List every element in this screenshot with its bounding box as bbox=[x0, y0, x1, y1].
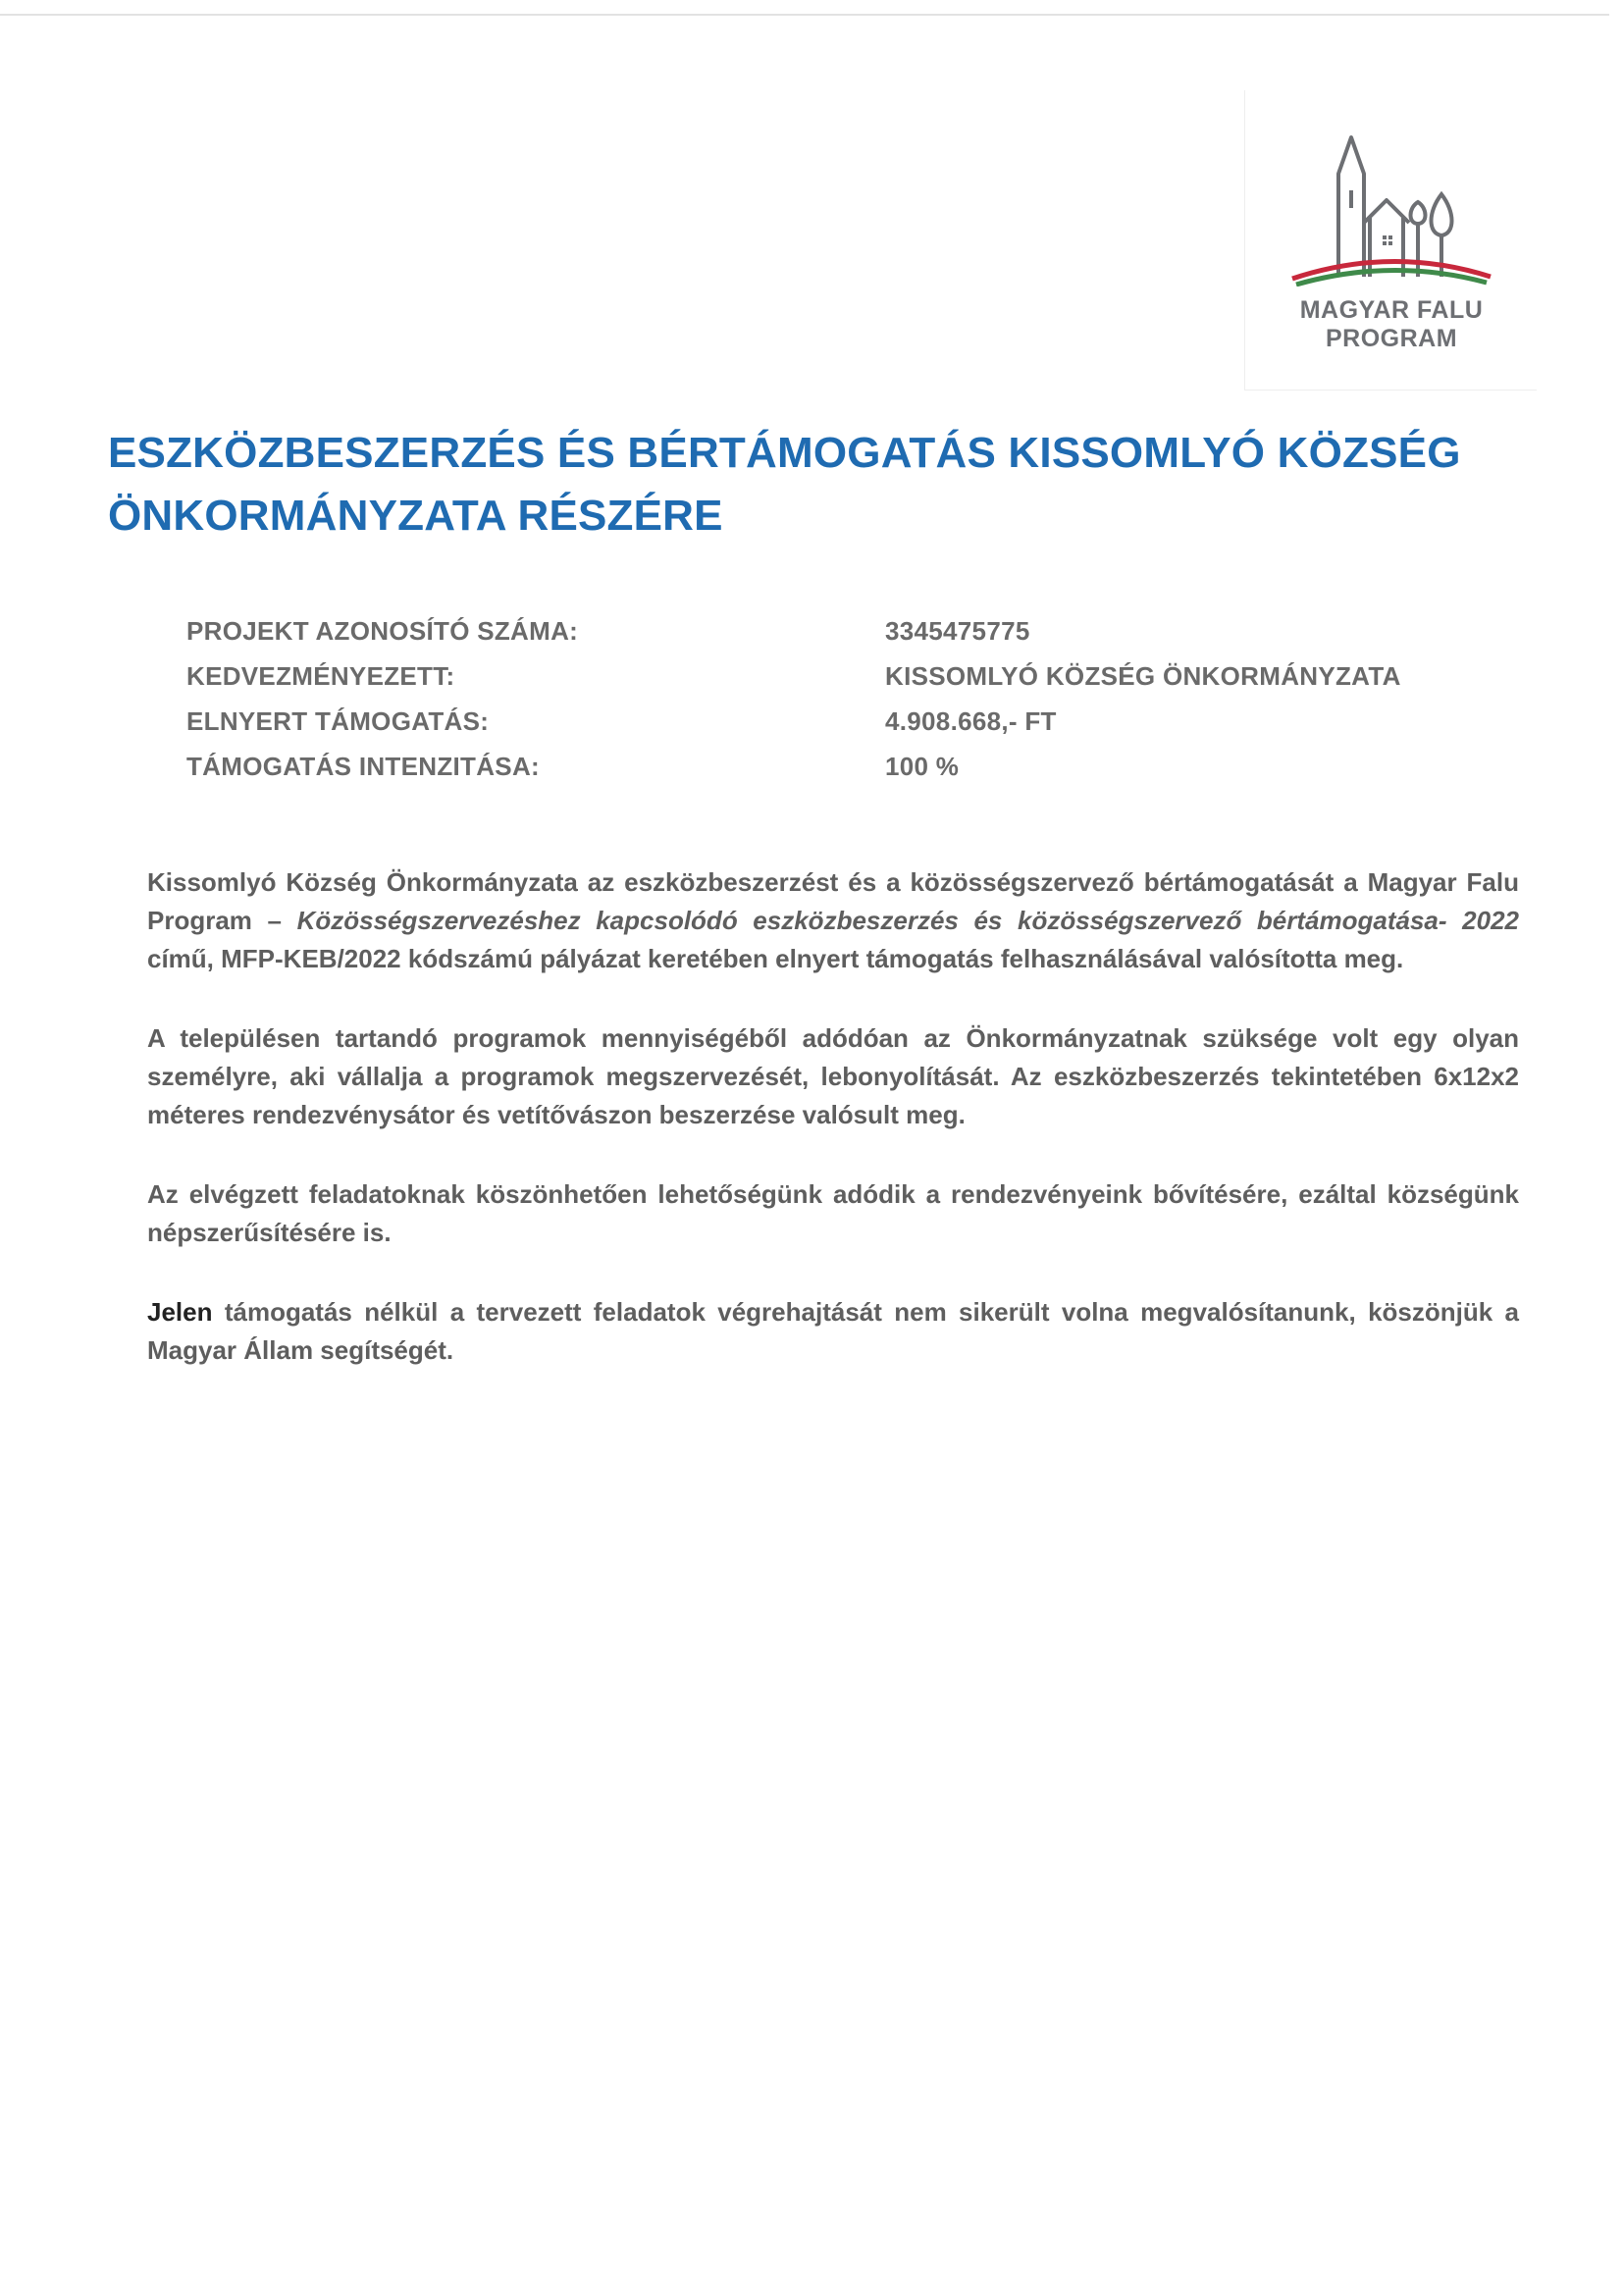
paragraph-1-post: című, MFP-KEB/2022 kódszámú pályázat keretében elnyert támogatás felhasználásával valósította meg. bbox=[147, 944, 1404, 973]
document-body bbox=[147, 863, 1519, 1411]
paragraph-1 bbox=[147, 863, 1519, 978]
paragraph-4 bbox=[147, 1293, 1519, 1370]
info-value: 4.908.668,- FT bbox=[885, 706, 1057, 736]
info-row-project-id bbox=[186, 608, 1462, 653]
magyar-falu-program-logo bbox=[1244, 90, 1537, 391]
paragraph-2: A településen tartandó programok mennyiségéből adódóan az Önkormányzatnak szüksége volt egy olyan személyre, aki vállalja a programok megszervezését, lebonyolítását. Az eszközbeszerzés tekintetében 6x12x2 méteres rendezvénysátor és vetítővászon beszerzése valósult meg. bbox=[147, 1023, 1519, 1129]
paragraph-1-pre: Kissomlyó Község Önkormányzata az eszközbeszerzést és a közösségszervező bértámogatását a Magyar Falu Program – bbox=[147, 867, 1519, 935]
info-value: KISSOMLYÓ KÖZSÉG ÖNKORMÁNYZATA bbox=[885, 661, 1401, 691]
info-label: ELNYERT TÁMOGATÁS: bbox=[186, 706, 490, 736]
info-row-intensity bbox=[186, 744, 1462, 789]
info-value: 3345475775 bbox=[885, 616, 1030, 646]
document-title: ESZKÖZBESZERZÉS ÉS BÉRTÁMOGATÁS KISSOMLYÓ KÖZSÉG ÖNKORMÁNYZATA RÉSZÉRE bbox=[108, 429, 1461, 540]
paragraph-3: Az elvégzett feladatoknak köszönhetően lehetőségünk adódik a rendezvényeink bővítésére, ezáltal községünk népszerűsítésére is. bbox=[147, 1179, 1519, 1247]
top-rule bbox=[0, 14, 1609, 16]
info-row-grant-amount bbox=[186, 699, 1462, 744]
info-value: 100 % bbox=[885, 752, 960, 781]
paragraph-4-lead: Jelen bbox=[147, 1297, 213, 1327]
village-church-icon bbox=[1284, 130, 1500, 287]
info-row-beneficiary bbox=[186, 653, 1462, 699]
project-info bbox=[186, 608, 1462, 789]
paragraph-1-italic: Közösségszervezéshez kapcsolódó eszközbeszerzés és közösségszervező bértámogatása- 2022 bbox=[296, 906, 1519, 935]
logo-text-line2: PROGRAM bbox=[1325, 325, 1458, 352]
paragraph-4-rest: támogatás nélkül a tervezett feladatok végrehajtását nem sikerült volna megvalósítanunk, köszönjük a Magyar Állam segítségét. bbox=[147, 1297, 1519, 1365]
logo-text-line1: MAGYAR FALU bbox=[1299, 296, 1484, 324]
info-label: KEDVEZMÉNYEZETT: bbox=[186, 661, 455, 691]
info-label: PROJEKT AZONOSÍTÓ SZÁMA: bbox=[186, 616, 579, 646]
info-label: TÁMOGATÁS INTENZITÁSA: bbox=[186, 752, 540, 781]
